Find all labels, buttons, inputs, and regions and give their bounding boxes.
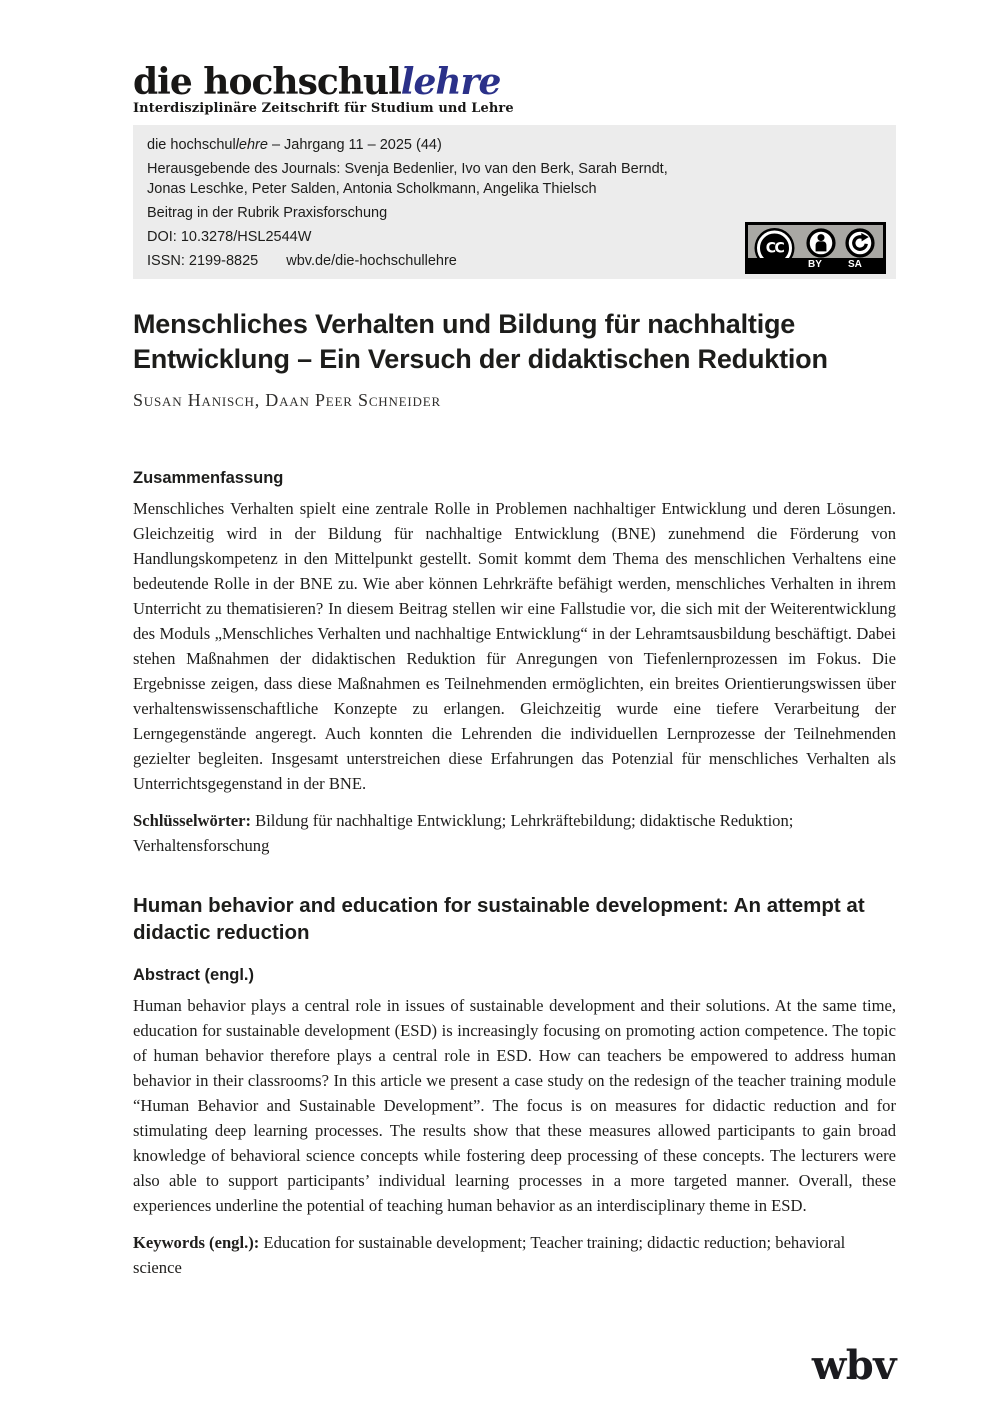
journal-masthead: [133, 61, 896, 116]
cc-badge-label-bar: [748, 258, 883, 271]
wbv-publisher-logo: wbv: [811, 1342, 896, 1389]
journal-tagline: Interdisziplinäre Zeitschrift für Studium und Lehre: [133, 101, 514, 116]
issue-volume: – Jahrgang 11 – 2025 (44): [267, 137, 442, 153]
abstract-de-text: Menschliches Verhalten spielt eine zentrale Rolle in Problemen nachhaltiger Entwicklung und deren Lösungen. Gleichzeitig wird in der Bildung für nachhaltige Entwicklung (BNE) zunehmend die Förderung von Handlungskompetenz in den Mittelpunkt gestellt. Somit kommt dem Thema des menschlichen Verhaltens eine bedeutende Rolle in der BNE zu. Wie aber können Lehrkräfte befähigt werden, menschliches Verhalten in ihrem Unterricht zu thematisieren? In diesem Beitrag stellen wir eine Fallstudie vor, die sich mit der Weiterentwicklung des Moduls „Menschliches Verhalten und nachhaltige Entwicklung“ in der Lehramtsausbildung beschäftigt. Dabei stehen Maßnahmen der didaktischen Reduktion für Anregungen von Tiefenlernprozessen im Fokus. Die Ergebnisse zeigen, dass diese Maßnahmen es Teilnehmenden ermöglichten, ein breites Orientierungswissen über verhaltenswissenschaftliche Konzepte zu erlangen. Gleichzeitig wurde eine tiefere Verarbeitung der Lerngegenstände angeregt. Auch konnten die Lehrenden die individuellen Lernprozesse der Teilnehmenden gezielter begleiten. Insgesamt unterstreichen diese Erfahrungen das Potenzial für menschliches Verhalten als Unterrichtsgegenstand in der BNE.: [133, 499, 896, 793]
issue-line: [147, 135, 882, 155]
article-authors: Susan Hanisch, Daan Peer Schneider: [133, 390, 441, 410]
editors-line-2: Jonas Leschke, Peter Salden, Antonia Scholkmann, Angelika Thielsch: [147, 181, 597, 197]
journal-logo-blue: lehre: [400, 61, 501, 103]
cc-icon: CC: [757, 231, 792, 266]
abstract-de-heading: Zusammenfassung: [133, 469, 284, 487]
abstract-en-heading: Abstract (engl.): [133, 966, 255, 984]
editors-line-1: Herausgebende des Journals: Svenja Bedenlier, Ivo van den Berk, Sarah Berndt,: [147, 161, 668, 177]
issue-journal-name-italic: lehre: [235, 137, 268, 153]
article-title-de: Menschliches Verhalten und Bildung für nachhaltige Entwicklung – Ein Versuch der didaktischen Reduktion: [133, 309, 828, 374]
keywords-en-list: Education for sustainable development; Teacher training; didactic reduction; behavioral science: [133, 1233, 846, 1277]
cc-sa-arrow-icon: [845, 228, 875, 258]
journal-url-link[interactable]: wbv.de/die-hochschullehre: [286, 253, 457, 269]
journal-logo: [133, 61, 896, 103]
issue-metadata-box: [133, 125, 896, 279]
keywords-de-list: Bildung für nachhaltige Entwicklung; Lehrkräftebildung; didaktische Reduktion; Verhaltensforschung: [133, 811, 794, 855]
keywords-en-label: Keywords (engl.):: [133, 1233, 260, 1252]
cc-by-label: BY: [808, 259, 822, 270]
journal-logo-black: die hochschul: [133, 61, 401, 103]
cc-by-sa-license-badge[interactable]: [745, 222, 886, 274]
cc-sa-label: SA: [848, 259, 862, 270]
abstract-en-text: Human behavior plays a central role in issues of sustainable development and their solutions. At the same time, education for sustainable development (ESD) is increasingly focusing on promoting action competence. The topic of human behavior therefore plays a central role in ESD. How can teachers be empowered to address human behavior in their classrooms? In this article we present a case study on the redesign of the teacher training module “Human Behavior and Sustainable Development”. The focus is on measures for didactic reduction and for stimulating deep learning processes. The results show that these measures allowed participants to gain broad knowledge of behavioral science concepts while fostering deep processing of these concepts. The lecturers were also able to support participants’ individual learning processes in a more targeted manner. Overall, these experiences underline the potential of teaching human behavior as an interdisciplinary theme in ESD.: [133, 996, 896, 1215]
issn-value: ISSN: 2199-8825: [147, 253, 259, 269]
cc-by-person-icon: [806, 228, 836, 258]
keywords-en: [133, 1230, 896, 1280]
rubric-line: Beitrag in der Rubrik Praxisforschung: [147, 205, 388, 221]
article-title-en: Human behavior and education for sustainable development: An attempt at didactic reduction: [133, 894, 865, 944]
keywords-de-label: Schlüsselwörter:: [133, 811, 251, 830]
keywords-de: [133, 808, 896, 858]
doi-line: DOI: 10.3278/HSL2544W: [147, 229, 312, 245]
issue-journal-name: die hochschul: [147, 137, 236, 153]
